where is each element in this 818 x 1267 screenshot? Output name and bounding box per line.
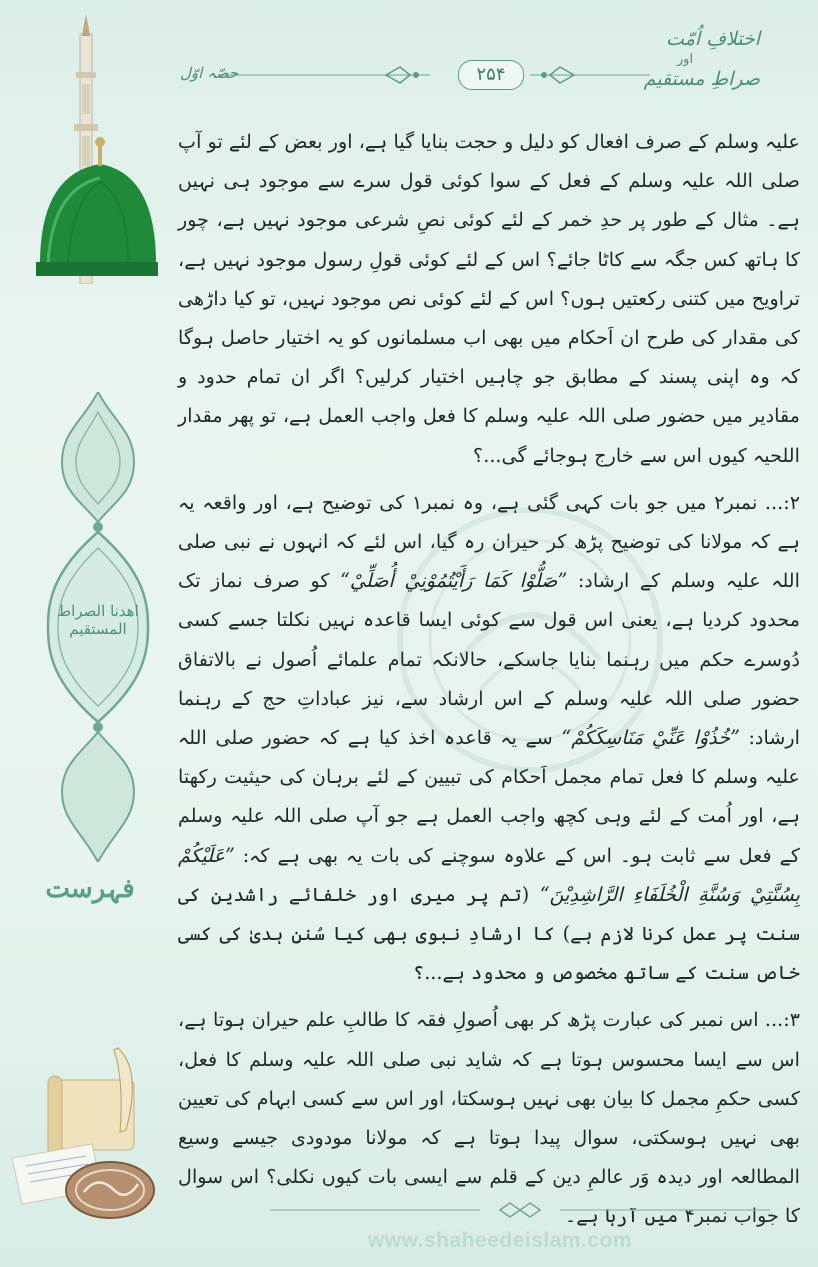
paragraph-1: علیہ وسلم کے صرف افعال کو دلیل و حجت بنایا گیا ہے، اور بعض کے لئے تو آپ صلی اللہ علیہ وسلم کے فعل کے سوا کوئی قول سرے سے موجود ہی نہیں ہے۔ مثال کے طور پر حدِ خمر کے لئے کوئی نصِ شرعی موجود نہیں ہے، چور کا ہاتھ کس جگہ سے کاٹا جائے؟ اس کے لئے کوئی قولِ رسول موجود نہیں ہے، تراویح میں کتنی رکعتیں ہوں؟ اس کے لئے کوئی نص موجود نہیں، تو کیا داڑھی کی مقدار کی طرح ان اَحکام میں بھی اب مسلمانوں کو یہ اختیار حاصل ہوگا کہ وہ اپنی پسند کے مطابق جو چاہیں اختیار کرلیں؟ اگر ان تمام حدود و مقادیر میں حضور صلی اللہ علیہ وسلم کا فعل واجب العمل ہے، تو پھر مقدار اللحیہ کیوں اس سے خارج ہوجائے گی...؟ (178, 130, 800, 467)
paragraph-2c-text: سے یہ قاعدہ اخذ کیا ہے کہ حضور صلی اللہ علیہ وسلم کا فعل تمام مجمل اَحکام کی تبیین کے لئے برہان کی حیثیت رکھتا ہے، اور اُمت کے لئے وہی کچھ واجب العمل ہے جو آپ صلی اللہ علیہ وسلم کے فعل سے ثابت ہو۔ اس کے علاوہ سوچنے کی بات یہ بھی ہے کہ: (178, 726, 800, 867)
paragraph-2-text: ۲:... نمبر۲ میں جو بات کہی گئی ہے، وہ نمبر۱ کی توضیح ہے، اور واقعہ یہ ہے کہ مولانا کی توضیح پڑھ کر حیران رہ گیا، اس لئے کہ انہوں نے نبی صلی اللہ علیہ وسلم کے ارشاد: (178, 490, 801, 593)
book-title-line1: اختلافِ اُمّت (666, 28, 760, 50)
page-number: ۲۵۴ (458, 60, 524, 90)
part-label: حصّہ اوّل (180, 64, 239, 82)
green-dome-minaret-icon (28, 14, 158, 284)
book-title-line2: صراطِ مستقیم (643, 68, 760, 90)
paragraph-2b-text: کو صرف نماز تک محدود کردیا ہے، یعنی اس قول سے کوئی ایسا قاعدہ نہیں نکلتا جسے کسی دُوسرے حکم میں رہنما بنایا جاسکے، حالانکہ تمام علمائے اُصول نے بالاتفاق حضور صلی اللہ علیہ وسلم کے اس ارشاد سے، نیز عباداتِ حج کے رہنما ارشاد: (178, 569, 800, 750)
paragraph-2 (178, 483, 800, 993)
paragraph-2d-text: (تم پر میری اور خلفائے راشدین کی سنت پر عمل کرنا لازم ہے) کا ارشادِ نبوی بھی کیا سُننِ ہدیٰ کی کسی خاص سنت کے ساتھ مخصوص و محدود ہے...؟ (178, 882, 800, 985)
quote-manasik: ”خُذُوْا عَنِّيْ مَنَاسِكَكُمْ“ (561, 726, 740, 750)
paragraph-3: ۳:... اس نمبر کی عبارت پڑھ کر بھی اُصولِ فقہ کا طالبِ علم حیران ہوتا ہے، اس سے ایسا محسوس ہوتا ہے کہ شاید نبی صلی اللہ علیہ وسلم کا فعل، کسی حکمِ مجمل کا بیان بھی نہیں ہوسکتا، اور اس سے کسی ابہام کی تعیین بھی نہیں ہوسکتی، سوال پیدا ہوتا ہے کہ مولانا مودودی جیسے وسیع المطالعہ اور دیدہ وَر عالمِ دین کے قلم سے ایسی بات کیوں نکلی؟ اس سوال کا جواب نمبر۴ میں آرہا ہے۔ (178, 1008, 800, 1228)
index-link[interactable]: فہرست (45, 874, 135, 904)
body-text (178, 122, 800, 1236)
book-title (610, 28, 760, 92)
scroll-quill-icon (6, 1040, 166, 1230)
ornamental-panel-icon (42, 392, 154, 862)
quote-sunnah: ”عَلَيْكُمْ بِسُنَّتِيْ وَسُنَّةِ الْخُلَفَاءِ الرَّاشِدِيْنَ“ (178, 843, 800, 906)
panel-calligraphy: اھدنا الصراط المستقیم (57, 602, 139, 638)
quote-salat: ”صَلُّوْا كَمَا رَأَيْتُمُوْنِيْ أُصَلِّيْ“ (340, 569, 568, 593)
footer-ornament-icon (270, 1200, 770, 1220)
page-header (160, 20, 800, 110)
book-title-and: اور (676, 51, 694, 67)
sidebar (0, 0, 160, 1267)
website-link[interactable]: www.shaheedeislam.com (367, 1229, 633, 1252)
page-number-holder (370, 56, 610, 92)
